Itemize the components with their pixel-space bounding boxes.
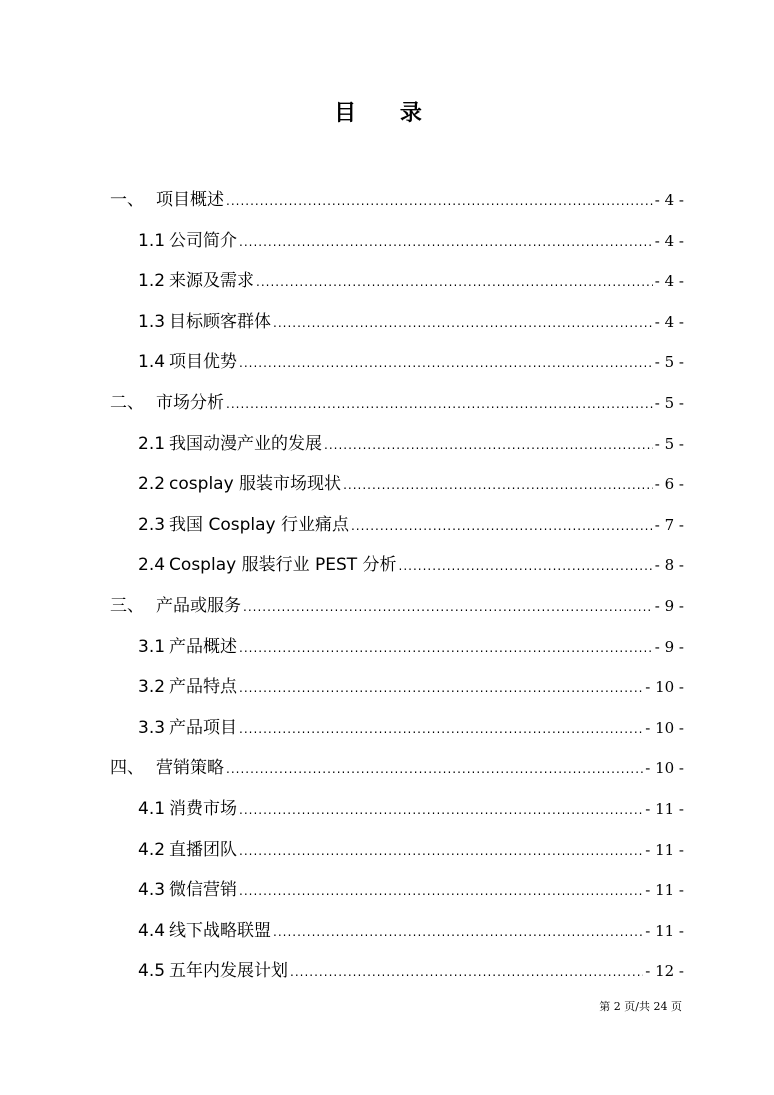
dot-leader [239, 343, 653, 384]
toc-entry-page: - 12 - [645, 962, 684, 981]
dot-leader [226, 181, 653, 222]
toc-entry[interactable] [110, 342, 684, 383]
toc-entry-number: 1.1 [138, 230, 166, 251]
toc-entry-label: 产品概述 [169, 636, 238, 657]
toc-entry-label: cosplay 服装市场现状 [169, 474, 342, 495]
dot-leader [239, 831, 643, 872]
toc-entry-page: - 10 - [645, 678, 684, 697]
toc-entry[interactable] [110, 627, 684, 668]
dot-leader [351, 506, 653, 547]
toc-entry-number: 3.2 [138, 677, 166, 698]
toc-entry-page: - 4 - [654, 272, 684, 291]
toc-entry-page: - 11 - [645, 881, 684, 900]
toc-entry-number: 四、 [110, 758, 144, 779]
toc-entry-number: 1.3 [138, 311, 166, 332]
toc-entry-page: - 6 - [654, 475, 684, 494]
dot-leader [343, 465, 653, 506]
dot-leader [256, 262, 653, 303]
toc-entry-number: 2.4 [138, 555, 166, 576]
toc-entry[interactable] [110, 464, 684, 505]
toc-entry-number: 4.2 [138, 839, 166, 860]
toc-entry[interactable] [110, 911, 684, 952]
toc-entry-number: 2.2 [138, 474, 166, 495]
toc-entry[interactable] [110, 789, 684, 830]
toc-entry-label: 五年内发展计划 [169, 961, 289, 982]
toc-entry[interactable] [110, 505, 684, 546]
dot-leader [239, 628, 653, 669]
toc-entry-page: - 4 - [654, 312, 684, 331]
dot-leader [290, 952, 643, 993]
toc-entry[interactable] [110, 302, 684, 343]
toc-entry[interactable] [110, 830, 684, 871]
toc-entry[interactable] [110, 748, 684, 789]
toc-entry-number: 2.1 [138, 433, 166, 454]
toc-entry-page: - 11 - [645, 799, 684, 818]
dot-leader [226, 749, 643, 790]
dot-leader [239, 790, 643, 831]
toc-entry-page: - 4 - [654, 191, 684, 209]
toc-entry[interactable] [110, 221, 684, 262]
toc-entry-page: - 10 - [645, 759, 684, 778]
toc-entry-label: 产品或服务 [156, 595, 241, 616]
toc-entry-page: - 7 - [654, 515, 684, 534]
toc-entry[interactable] [110, 424, 684, 465]
toc-entry-page: - 4 - [654, 231, 684, 250]
dot-leader [239, 871, 643, 912]
dot-leader [226, 384, 653, 425]
toc-entry-label: 市场分析 [156, 392, 224, 413]
toc-entry-number: 三、 [110, 595, 144, 616]
toc-entry-label: 营销策略 [156, 758, 224, 779]
dot-leader [324, 425, 653, 466]
toc-entry[interactable] [110, 708, 684, 749]
toc-entry-page: - 8 - [654, 556, 684, 575]
dot-leader [239, 222, 653, 263]
page-footer: 第 2 页/共 24 页 [599, 1000, 682, 1013]
toc-entry-number: 2.3 [138, 514, 166, 535]
toc-entry-number: 4.1 [138, 798, 166, 819]
toc-entry-label: 微信营销 [169, 880, 238, 901]
dot-leader [273, 912, 643, 953]
toc-entry-label: 消费市场 [169, 798, 238, 819]
toc-entry-page: - 9 - [654, 596, 684, 615]
toc-entry-page: - 10 - [645, 718, 684, 737]
toc-entry-number: 4.4 [138, 920, 166, 941]
toc-entry-number: 1.2 [138, 271, 166, 292]
toc-entry-label: 公司简介 [169, 230, 238, 251]
dot-leader [239, 709, 643, 750]
table-of-contents [110, 180, 684, 992]
toc-entry-label: 产品项目 [169, 717, 238, 738]
toc-entry-page: - 5 - [654, 434, 684, 453]
dot-leader [239, 668, 643, 709]
toc-entry-page: - 11 - [645, 921, 684, 940]
toc-entry[interactable] [110, 545, 684, 586]
toc-entry-number: 4.5 [138, 961, 166, 982]
toc-entry[interactable] [110, 951, 684, 992]
toc-entry[interactable] [110, 667, 684, 708]
dot-leader [243, 587, 653, 628]
toc-entry-label: 项目概述 [156, 190, 224, 210]
toc-entry-number: 1.4 [138, 352, 166, 373]
dot-leader [273, 303, 653, 344]
toc-entry-label: 线下战略联盟 [169, 920, 272, 941]
toc-entry[interactable] [110, 261, 684, 302]
toc-entry-page: - 9 - [654, 637, 684, 656]
dot-leader [399, 546, 653, 587]
toc-entry-label: 项目优势 [169, 352, 238, 373]
toc-entry[interactable] [110, 870, 684, 911]
toc-entry-label: 来源及需求 [169, 271, 255, 292]
toc-entry-page: - 5 - [654, 393, 684, 412]
toc-entry[interactable] [110, 586, 684, 627]
toc-entry-label: 直播团队 [169, 839, 238, 860]
toc-entry-label: Cosplay 服装行业 PEST 分析 [169, 555, 397, 576]
page-title: 目 录 [334, 101, 440, 126]
toc-entry-page: - 11 - [645, 840, 684, 859]
toc-entry-number: 3.3 [138, 717, 166, 738]
toc-entry-number: 二、 [110, 392, 144, 413]
toc-entry-label: 我国 Cosplay 行业痛点 [169, 514, 349, 535]
toc-entry-label: 目标顾客群体 [169, 311, 272, 332]
toc-entry-label: 产品特点 [169, 677, 238, 698]
toc-entry-label: 我国动漫产业的发展 [169, 433, 323, 454]
toc-entry-number: 4.3 [138, 880, 166, 901]
toc-entry[interactable] [110, 180, 684, 221]
toc-entry-number: 3.1 [138, 636, 166, 657]
toc-entry[interactable] [110, 383, 684, 424]
toc-entry-page: - 5 - [654, 353, 684, 372]
toc-entry-number: 一、 [110, 190, 144, 210]
